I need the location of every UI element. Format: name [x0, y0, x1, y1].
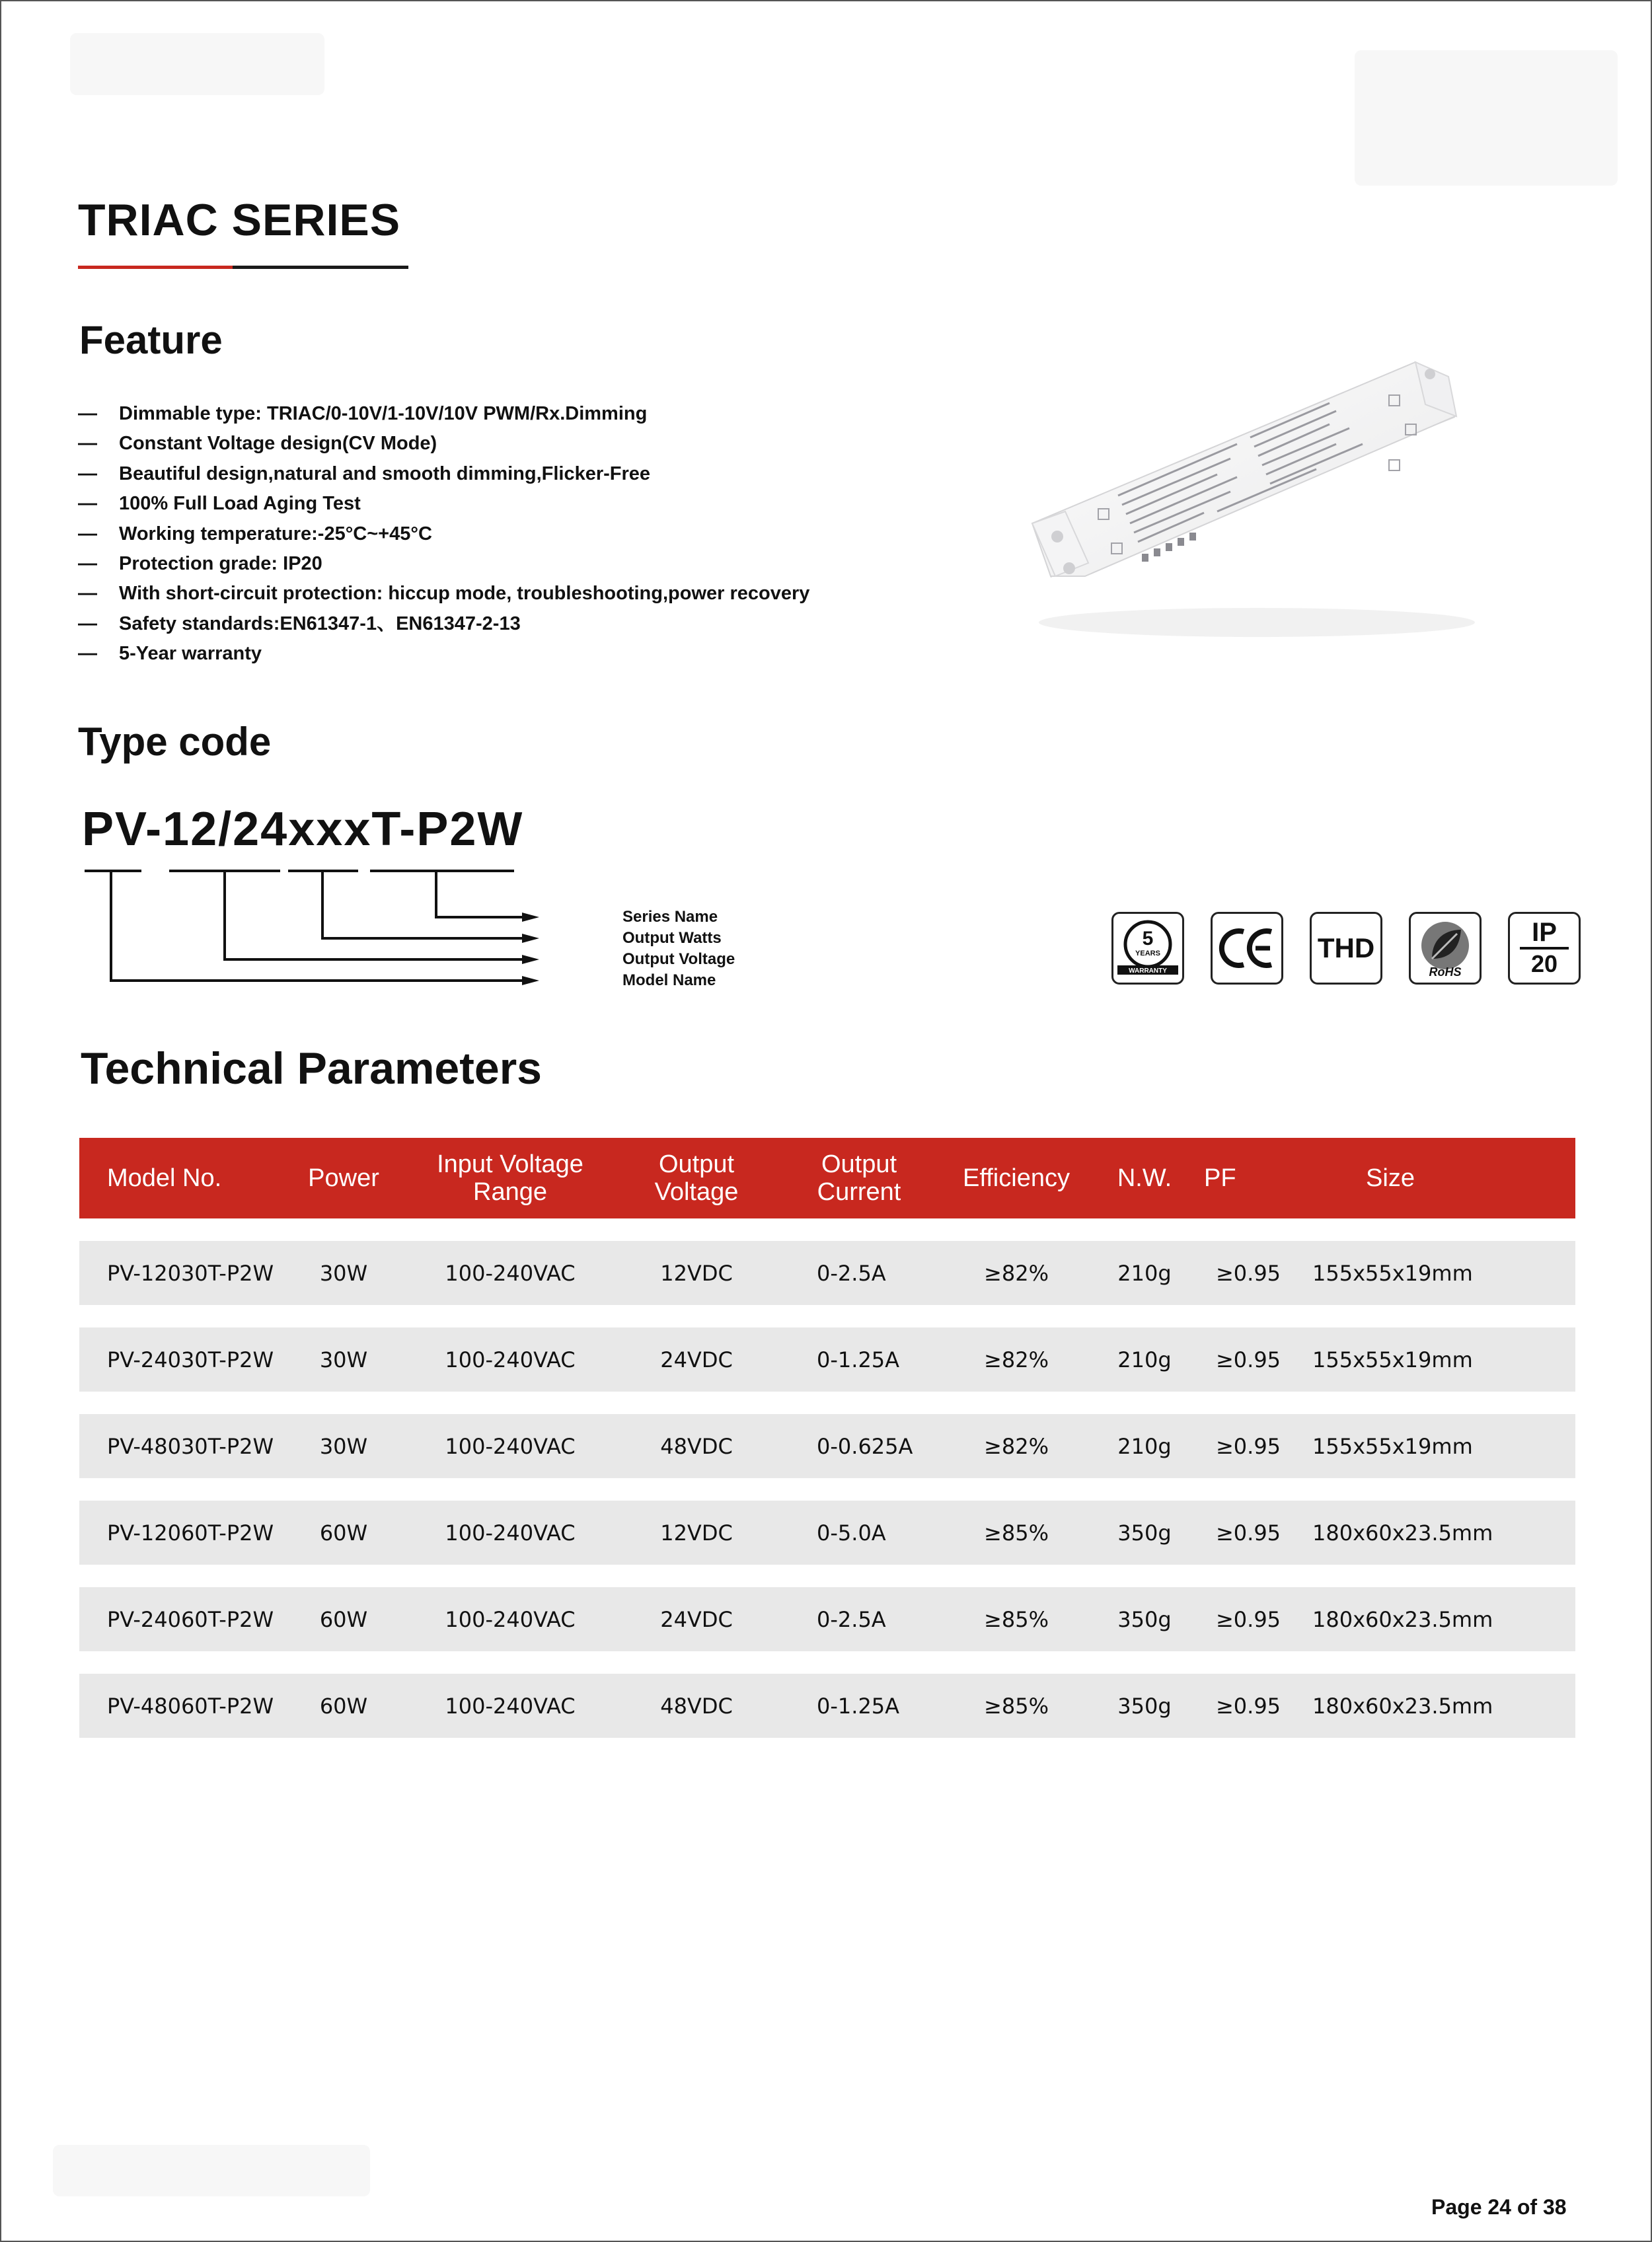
table-row [79, 1327, 1575, 1392]
header-nw: N.W. [1117, 1164, 1172, 1192]
faded-header-logo [70, 33, 324, 95]
cell-output-voltage: 12VDC [660, 1260, 733, 1286]
list-item [78, 459, 809, 489]
cell-input-voltage: 100-240VAC [445, 1520, 576, 1546]
cell-model: PV-24030T-P2W [107, 1347, 274, 1372]
model-name-label: Model Name [622, 971, 716, 989]
header-output-current: Output Current [817, 1150, 901, 1206]
cell-output-current: 0-5.0A [817, 1520, 886, 1546]
header-pf: PF [1204, 1164, 1236, 1192]
cell-size: 155x55x19mm [1312, 1260, 1473, 1286]
cell-pf: ≥0.95 [1215, 1693, 1281, 1719]
cell-net-weight: 210g [1117, 1260, 1172, 1286]
bullet-dash: — [78, 613, 97, 634]
cell-size: 155x55x19mm [1312, 1347, 1473, 1372]
cell-output-voltage: 48VDC [660, 1693, 733, 1719]
rohs-text: RoHS [1429, 965, 1462, 979]
warranty-years-text: YEARS [1135, 950, 1160, 957]
list-item [78, 549, 809, 579]
cell-efficiency: ≥85% [984, 1693, 1049, 1719]
feature-text: With short-circuit protection: hiccup mode, troubleshooting,power recovery [119, 583, 810, 605]
cell-power: 60W [319, 1606, 368, 1632]
cell-power: 60W [319, 1520, 368, 1546]
cell-power: 60W [319, 1693, 368, 1719]
ce-mark-icon [1217, 925, 1277, 971]
type-code-diagram [81, 867, 735, 999]
cell-pf: ≥0.95 [1215, 1520, 1281, 1546]
feature-text: Safety standards:EN61347-1、EN61347-2-13 [119, 613, 521, 634]
rohs-badge [1409, 912, 1482, 985]
feature-text: 100% Full Load Aging Test [119, 493, 361, 515]
header-model-no: Model No. [107, 1164, 222, 1192]
cell-net-weight: 350g [1117, 1520, 1172, 1546]
feature-text: 5-Year warranty [119, 643, 262, 665]
cell-model: PV-48030T-P2W [107, 1433, 274, 1459]
warranty-seal-icon [1115, 915, 1181, 981]
feature-text: Constant Voltage design(CV Mode) [119, 433, 437, 455]
cell-output-voltage: 48VDC [660, 1433, 733, 1459]
type-code-string: PV-12/24xxxT-P2W [82, 803, 524, 856]
cell-size: 180x60x23.5mm [1312, 1693, 1493, 1719]
list-item [78, 609, 809, 639]
bullet-dash: — [78, 433, 97, 455]
cell-pf: ≥0.95 [1215, 1260, 1281, 1286]
feature-text: Working temperature:-25°C~+45°C [119, 523, 432, 544]
list-item [78, 429, 809, 459]
feature-list [78, 399, 809, 669]
cell-efficiency: ≥85% [984, 1606, 1049, 1632]
faded-footer-mark [53, 2145, 370, 2196]
cell-efficiency: ≥85% [984, 1520, 1049, 1546]
cell-output-voltage: 24VDC [660, 1606, 733, 1632]
technical-parameters-table [79, 1138, 1575, 1738]
bullet-dash: — [78, 583, 97, 605]
cell-model: PV-12060T-P2W [107, 1520, 274, 1546]
cell-size: 180x60x23.5mm [1312, 1520, 1493, 1546]
cell-output-current: 0-2.5A [817, 1606, 886, 1632]
certification-badges [1111, 912, 1581, 989]
cell-size: 180x60x23.5mm [1312, 1606, 1493, 1632]
bullet-dash: — [78, 643, 97, 665]
bullet-dash: — [78, 493, 97, 515]
ip20-badge [1508, 912, 1581, 985]
cell-input-voltage: 100-240VAC [445, 1693, 576, 1719]
list-item [78, 399, 809, 429]
header-input-voltage: Input Voltage Range [437, 1150, 583, 1206]
table-row [79, 1414, 1575, 1478]
thd-text: THD [1317, 932, 1375, 963]
feature-text: Protection grade: IP20 [119, 552, 322, 574]
cell-net-weight: 210g [1117, 1433, 1172, 1459]
led-driver-product-image [1019, 338, 1482, 669]
type-code-heading: Type code [78, 720, 272, 764]
feature-text: Dimmable type: TRIAC/0-10V/1-10V/10V PWM/Rx.Dimming [119, 403, 648, 424]
cell-net-weight: 350g [1117, 1693, 1172, 1719]
table-row [79, 1501, 1575, 1565]
title-underline-accent [78, 266, 233, 269]
cell-output-voltage: 24VDC [660, 1347, 733, 1372]
cell-output-current: 0-2.5A [817, 1260, 886, 1286]
cell-model: PV-12030T-P2W [107, 1260, 274, 1286]
faded-header-mark [1355, 50, 1618, 186]
cell-pf: ≥0.95 [1215, 1433, 1281, 1459]
cell-input-voltage: 100-240VAC [445, 1260, 576, 1286]
feature-text: Beautiful design,natural and smooth dimming,Flicker-Free [119, 463, 651, 484]
list-item [78, 519, 809, 549]
cell-size: 155x55x19mm [1312, 1433, 1473, 1459]
cell-efficiency: ≥82% [984, 1260, 1049, 1286]
series-title: TRIAC SERIES [78, 195, 401, 245]
cell-net-weight: 350g [1117, 1606, 1172, 1632]
list-item [78, 489, 809, 519]
cell-model: PV-24060T-P2W [107, 1606, 274, 1632]
cell-model: PV-48060T-P2W [107, 1693, 274, 1719]
page-number: Page 24 of 38 [1431, 2195, 1567, 2219]
cell-input-voltage: 100-240VAC [445, 1433, 576, 1459]
output-watts-label: Output Watts [622, 929, 722, 947]
table-row [79, 1674, 1575, 1738]
feature-heading: Feature [79, 318, 223, 362]
cell-power: 30W [319, 1347, 368, 1372]
ce-badge [1211, 912, 1283, 985]
cell-net-weight: 210g [1117, 1347, 1172, 1372]
cell-pf: ≥0.95 [1215, 1606, 1281, 1632]
header-size: Size [1366, 1164, 1415, 1192]
cell-input-voltage: 100-240VAC [445, 1347, 576, 1372]
cell-efficiency: ≥82% [984, 1347, 1049, 1372]
cell-pf: ≥0.95 [1215, 1347, 1281, 1372]
cell-output-current: 0-0.625A [817, 1433, 913, 1459]
thd-badge [1310, 912, 1382, 985]
cell-efficiency: ≥82% [984, 1433, 1049, 1459]
cell-output-current: 0-1.25A [817, 1347, 900, 1372]
list-item [78, 639, 809, 669]
code-callout-lines [81, 867, 689, 999]
header-output-voltage: Output Voltage [654, 1150, 739, 1206]
ip-text: IP [1532, 918, 1557, 947]
series-name-label: Series Name [622, 908, 718, 926]
bullet-dash: — [78, 463, 97, 484]
rohs-leaf-icon [1412, 915, 1478, 981]
table-row [79, 1587, 1575, 1651]
cell-input-voltage: 100-240VAC [445, 1606, 576, 1632]
list-item [78, 579, 809, 609]
warranty-years: 5 [1142, 928, 1154, 950]
warranty-ribbon-text: WARRANTY [1129, 967, 1167, 975]
cell-output-current: 0-1.25A [817, 1693, 900, 1719]
title-underline [78, 266, 408, 269]
output-voltage-label: Output Voltage [622, 950, 735, 968]
bullet-dash: — [78, 552, 97, 574]
cell-power: 30W [319, 1433, 368, 1459]
warranty-badge [1111, 912, 1184, 985]
header-efficiency: Efficiency [963, 1164, 1070, 1192]
cell-power: 30W [319, 1260, 368, 1286]
table-header-row [79, 1138, 1575, 1218]
ip-rating-text: 20 [1530, 950, 1558, 977]
bullet-dash: — [78, 523, 97, 544]
table-row [79, 1241, 1575, 1305]
bullet-dash: — [78, 403, 97, 424]
header-power: Power [308, 1164, 379, 1192]
technical-parameters-heading: Technical Parameters [81, 1043, 542, 1094]
cell-output-voltage: 12VDC [660, 1520, 733, 1546]
